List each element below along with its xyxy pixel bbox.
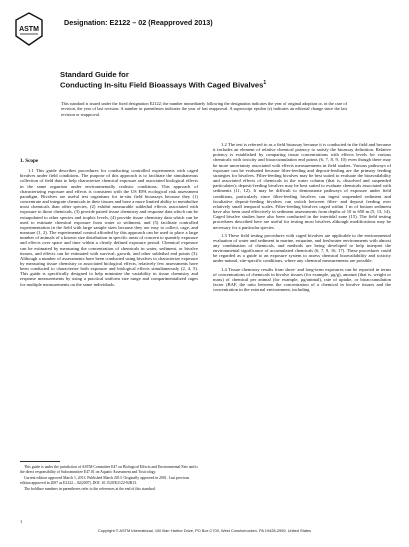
paragraph-1-3: 1.3 These field testing procedures with caged bivalves are applicable to the environmental evaluation of water and sediment in marine, estuarine, and freshwater environments with almost any combination of chemicals, and methods are being developed to help interpret the environmental significance of accumulated chemicals (6, 7, 9, 16, 17). These procedures could be regarded as a guide to an exposure system to assess chemical bioavailability and toxicity under natural, site-specific conditions, where any chemical measurements are possible. — [213, 232, 391, 264]
svg-text:ASTM: ASTM — [19, 26, 39, 33]
right-column — [213, 142, 391, 295]
footnote-rule — [20, 461, 60, 462]
title-block — [60, 70, 350, 90]
title-line-1: Standard Guide for — [60, 70, 129, 79]
astm-logo — [14, 12, 44, 46]
footnote-1b: Current edition approved March 1, 2013. Published March 2013. Originally approved in 2001. Last previous edition approved in 2007 as E2122 – 02(2007). DOI: 10.1520/E2122-02R13. — [20, 476, 190, 485]
standard-note: This standard is issued under the fixed designation E2122; the number immediately following the designation indicates the year of original adoption or, in the case of revision, the year of last revision. A number in parentheses indicates the year of last reapproval. A superscript epsilon (ε) indicates an editorial change since the last revision or reapproval. — [61, 101, 347, 117]
footnote-1: This guide is under the jurisdiction of ASTM Committee E47 on Biological Effects and Environmental Fate and is the direct responsibility of Subcommittee E47.01 on Aquatic Assessment and Toxicology. — [20, 465, 198, 474]
section-heading-scope: 1. Scope — [20, 158, 39, 164]
paragraph-1-1: 1.1 This guide describes procedures for conducting controlled experiments with caged bivalves under field conditions. The purpose of this approach is to facilitate the simultaneous collection of field data to help characterize chemical exposure and associated biological effects in the same organism under environmentally realistic conditions. This approach of characterizing exposure and effects is consistent with the US EPA ecological risk assessment paradigm. Bivalves are useful test organisms for in-situ field bioassays because they (1) concentrate and integrate chemicals in their tissues and have a more limited ability to metabolize most chemicals than other species, (2) exhibit measurable sublethal effects associated with exposure to those chemicals, (3) provide paired tissue chemistry and response data which can be extrapolated to other species and trophic levels, (4) provide tissue chemistry data which can be used to estimate chemical exposure from water or sediment, and (5) facilitate controlled experimentation in the field with large sample sizes because they are easy to collect, cage, and measure (1, 2). The experimental control afforded by this approach can be used to place a large number of animals of a known size distribution in specific areas of concern to quantify exposure and effects over space and time within a clearly defined exposure period. Chemical exposure can be estimated by measuring the concentration of chemicals in water, sediment, or bivalve tissues, and effects can be estimated with survival, growth, and other sublethal end points (3). Although a number of assessments have been conducted using bivalves to characterize exposure by measuring tissue chemistry or associated biological effects, relatively few assessments have been conducted to characterize both exposure and biological effects simultaneously (2, 4, 5). This guide is specifically designed to help minimize the variability in tissue chemistry and response measurements by using a practical uniform size range and compartmentalized cages for multiple measurements on the same individuals. — [20, 168, 198, 287]
footnote-2: The boldface numbers in parentheses refer to the references at the end of this standard. — [24, 487, 156, 492]
left-column — [20, 142, 198, 290]
copyright-footer: Copyright © ASTM International, 100 Barr Harbor Drive, PO Box C700, West Conshohocken, PA 19428-2959. United States — [97, 528, 312, 533]
page-number: 1 — [20, 519, 23, 524]
designation: Designation: E2122 – 02 (Reapproved 2013) — [64, 18, 213, 27]
title-line-2: Conducting In-situ Field Bioassays With Caged Bivalves$^1$ — [60, 80, 267, 90]
paragraph-1-2: 1.2 The test is referred to as a field bioassay because it is conducted in the field and because it includes an element of relative chemical potency to satisfy the bioassay definition. Relative potency is established by comparing tissue concentrations with effects levels for various chemicals with toxicity and bioaccumulation end points (6, 7, 8, 9, 10) even though there may be more uncertainty associated with effects measurements in field studies. Various pathways of exposure can be evaluated because filter-feeding and deposit-feeding are the primary feeding strategies for bivalves. Filter-feeding bivalves may be best suited to evaluate the bioavailability and associated effects of chemicals in the water column (that is, dissolved and suspended particulates); deposit-feeding bivalves may be best suited to evaluate chemicals associated with sediments (11, 12). It may be difficult to demonstrate pathways of exposure under field conditions, particularly since filter-feeding bivalves can ingest suspended sediment and facultative deposit-feeding bivalves can switch between filter- and deposit feeding over relatively small temporal scales. Filter-feeding bivalves caged within 1 m of bottom sediment have also been used effectively in sediment assessments from depths of 10 to 650 m (5, 13, 14). Caged bivalve studies have also been conducted in the intertidal zone (15). The field testing procedures described here are useful for testing most bivalves although modifications may be necessary for a particular species. — [213, 142, 391, 230]
paragraph-1-4: 1.4 Tissue chemistry results from short- and long-term exposures can be reported in terms of concentrations of chemicals in bivalve tissues (for example, µg/g), amount (that is, weight or mass) of chemical per animal (for example, µg/animal), rate of uptake, or bioaccumulation factor (BAF, the ratio between the concentration of a chemical in bivalve tissues and the concentration in the external environment, including — [213, 266, 391, 293]
footnotes — [20, 461, 198, 494]
